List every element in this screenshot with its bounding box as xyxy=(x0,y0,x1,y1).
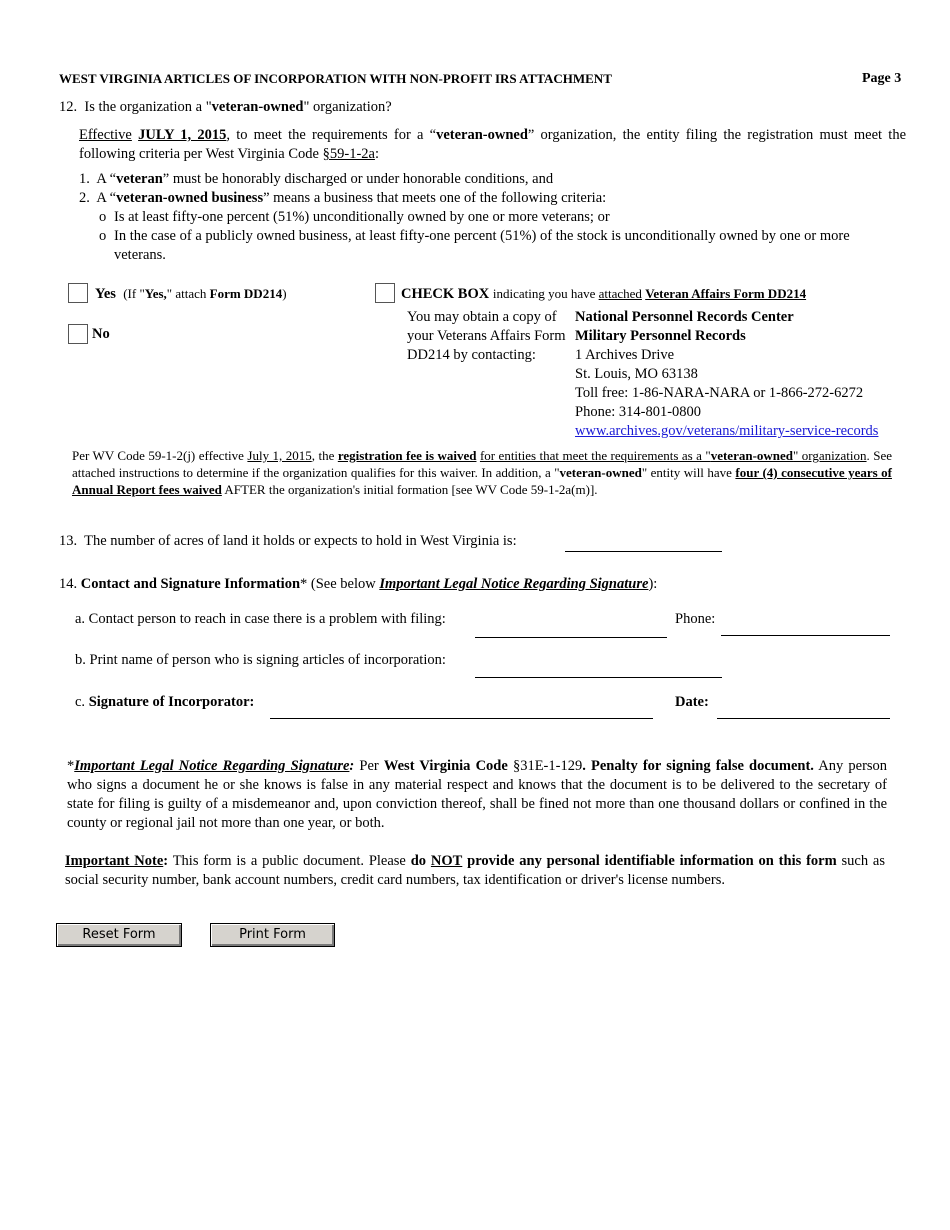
subcriteria-item-1: Is at least fifty-one percent (51%) unconditionally owned by one or more veterans; or xyxy=(114,209,610,225)
legal-notice: *Important Legal Notice Regarding Signature: Per West Virginia Code §31E-1-129. Penalty for signing false document. Any person who signs a document he or she knows is false in any material respect and knows that the document is to be delivered to the secretary of state for filing is guilty of a misdemeanor and, upon conviction thereof, shall be fined not more than one thousand dollars or confined in the county or regional jail not more than one year, or both. xyxy=(67,758,888,831)
signature-field[interactable] xyxy=(270,718,653,719)
q13-label: 13. The number of acres of land it holds or expects to hold in West Virginia is: xyxy=(59,533,517,549)
subcriteria-bullet-2: o xyxy=(99,228,107,244)
signer-name-field[interactable] xyxy=(475,677,722,678)
subcriteria-item-2: In the case of a publicly owned business, at least fifty-one percent (51%) of the stock is unconditionally owned by one or more veterans. xyxy=(114,228,850,263)
print-form-button[interactable]: Print Form xyxy=(210,923,335,947)
date-label: Date: xyxy=(675,694,709,710)
subcriteria-bullet-1: o xyxy=(99,209,107,225)
criteria-item-2: 2. A “veteran-owned business” means a business that meets one of the following criteria: xyxy=(79,190,607,206)
date-field[interactable] xyxy=(717,718,890,719)
yes-checkbox[interactable] xyxy=(68,283,88,303)
fee-waiver-note: Per WV Code 59-1-2(j) effective July 1, 2015, the registration fee is waived for entities that meet the requirements as a "veteran-owned" organization. See attached instructions to determine if the organization qualifies for this waiver. In addition, a "veteran-owned" entity will have four (4) consecutive years of Annual Report fees waived AFTER the organization's initial formation [see WV Code 59-1-2a(m)]. xyxy=(72,448,893,497)
records-org-dept: Military Personnel Records xyxy=(575,328,746,344)
signer-name-label: b. Print name of person who is signing articles of incorporation: xyxy=(75,652,446,668)
criteria-item-1: 1. A “veteran” must be honorably discharged or under honorable conditions, and xyxy=(79,171,554,187)
reset-form-button[interactable]: Reset Form xyxy=(56,923,182,947)
important-note: Important Note: This form is a public document. Please do NOT provide any personal identifiable information on this form such as social security number, bank account numbers, credit card numbers, tax identification or driver's license numbers. xyxy=(65,853,886,888)
no-checkbox[interactable] xyxy=(68,324,88,344)
q12-criteria-list xyxy=(79,170,906,208)
records-center-contact xyxy=(575,308,915,441)
records-address-line1: 1 Archives Drive xyxy=(575,347,675,363)
form-header-title: WEST VIRGINIA ARTICLES OF INCORPORATION WITH NON-PROFIT IRS ATTACHMENT xyxy=(59,71,612,86)
contact-person-field[interactable] xyxy=(475,637,667,638)
records-tollfree: Toll free: 1-86-NARA-NARA or 1-866-272-6272 xyxy=(575,385,864,401)
phone-field[interactable] xyxy=(721,635,890,636)
records-phone: Phone: 314-801-0800 xyxy=(575,404,702,420)
obtain-copy-text: You may obtain a copy of your Veterans Affairs Form DD214 by contacting: xyxy=(407,309,566,363)
page-number: Page 3 xyxy=(862,71,902,86)
dd214-checkbox-label: CHECK BOX indicating you have attached Veteran Affairs Form DD214 xyxy=(401,286,807,302)
q12-intro: Effective JULY 1, 2015, to meet the requirements for a “veteran-owned” organization, the entity filing the registration must meet the following criteria per West Virginia Code §59-1-2a: xyxy=(79,127,907,162)
q12-question: 12. Is the organization a "veteran-owned" organization? xyxy=(59,99,392,115)
signature-label: c. Signature of Incorporator: xyxy=(75,694,255,710)
dd214-attached-checkbox[interactable] xyxy=(375,283,395,303)
records-org-name: National Personnel Records Center xyxy=(575,309,794,325)
acres-field[interactable] xyxy=(565,551,722,552)
contact-person-label: a. Contact person to reach in case there is a problem with filing: xyxy=(75,611,446,627)
no-option-label: No xyxy=(92,326,110,342)
yes-option-label: Yes (If "Yes," attach Form DD214) xyxy=(95,286,287,302)
q14-title: 14. Contact and Signature Information* (See below Important Legal Notice Regarding Signature): xyxy=(59,576,658,592)
phone-label: Phone: xyxy=(675,611,716,627)
records-website-link[interactable]: www.archives.gov/veterans/military-service-records xyxy=(575,423,879,439)
records-address-line2: St. Louis, MO 63138 xyxy=(575,366,698,382)
